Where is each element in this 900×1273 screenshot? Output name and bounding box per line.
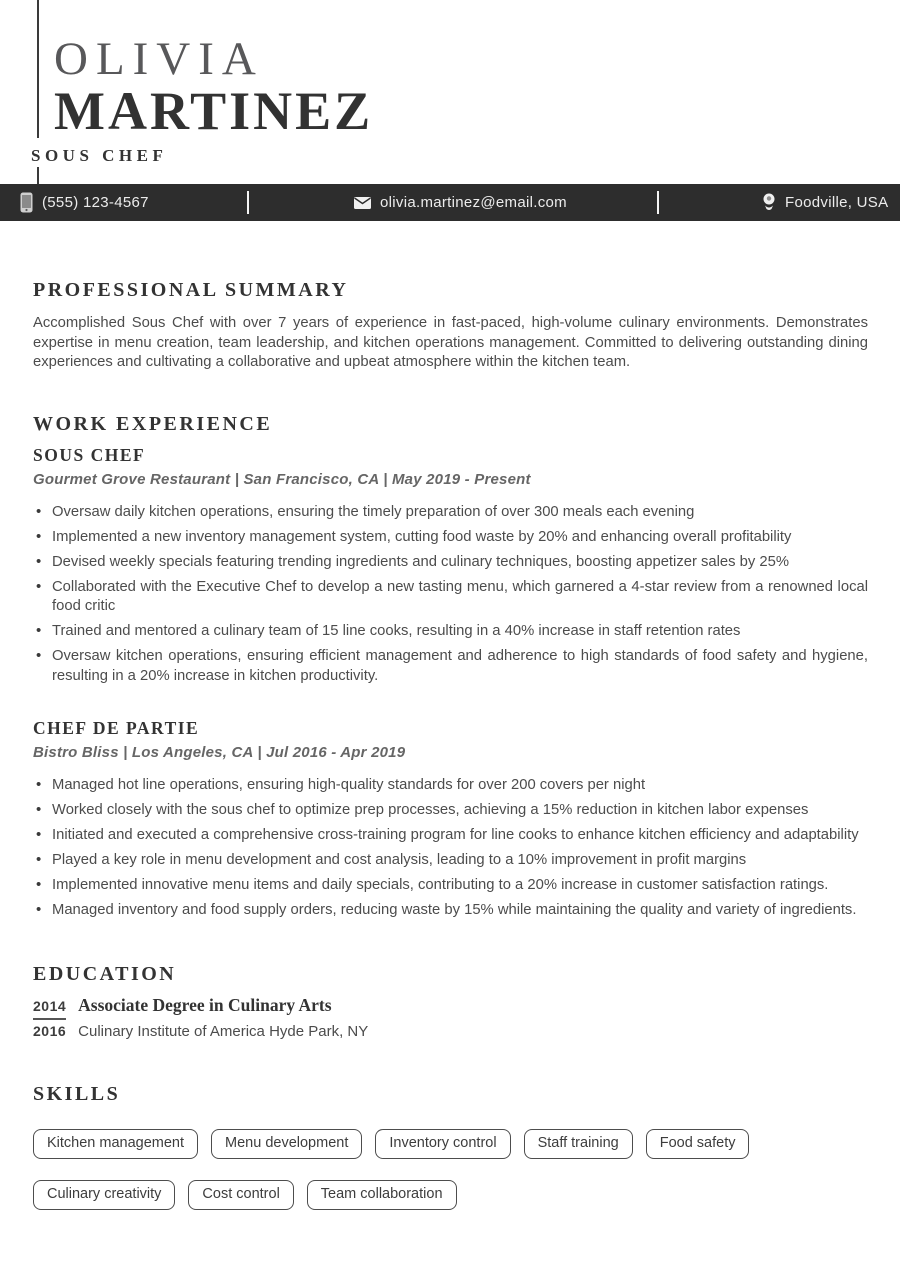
job-bullet: • Oversaw daily kitchen operations, ensuring the timely preparation of over 300 meals each evening xyxy=(33,503,868,523)
skill-chip: Food safety xyxy=(646,1129,750,1159)
education-entry xyxy=(33,994,868,1043)
job-bullet: • Worked closely with the sous chef to optimize prep processes, achieving a 15% reduction in kitchen labor expenses xyxy=(33,801,868,821)
contact-bar xyxy=(0,184,900,221)
job-bullet: • Trained and mentored a culinary team of 15 line cooks, resulting in a 40% increase in staff retention rates xyxy=(33,622,868,642)
contact-divider xyxy=(657,191,659,214)
skills-row xyxy=(33,1180,868,1210)
location-icon xyxy=(762,193,776,212)
job-title-sous-chef: SOUS CHEF xyxy=(33,444,146,465)
skill-chip: Inventory control xyxy=(375,1129,510,1159)
education-start-year: 2014 xyxy=(33,995,66,1020)
skills-section xyxy=(33,1083,868,1210)
first-name: OLIVIA xyxy=(54,33,264,85)
decorative-vertical-line-stub xyxy=(37,167,39,184)
skill-chip: Menu development xyxy=(211,1129,362,1159)
skill-chip: Staff training xyxy=(524,1129,633,1159)
summary-section xyxy=(33,279,868,373)
phone-icon xyxy=(20,192,33,213)
job-bullet: • Managed hot line operations, ensuring high-quality standards for over 200 covers per night xyxy=(33,776,868,796)
job-entry xyxy=(33,717,868,921)
job-bullet: • Oversaw kitchen operations, ensuring efficient management and adherence to high standards of food safety and hygiene, resulting in a 20% increase in kitchen productivity. xyxy=(33,647,868,686)
last-name: MARTINEZ xyxy=(54,81,374,141)
contact-location xyxy=(762,184,888,221)
skill-chip: Team collaboration xyxy=(307,1180,457,1210)
experience-section xyxy=(33,413,868,921)
job-bullet: • Devised weekly specials featuring trending ingredients and culinary techniques, boosting appetizer sales by 25% xyxy=(33,553,868,573)
header xyxy=(0,0,900,184)
job-bullet: • Implemented innovative menu items and daily specials, contributing to a 20% increase in customer satisfaction ratings. xyxy=(33,876,868,896)
skill-chip: Cost control xyxy=(188,1180,293,1210)
job-title-chef-de-partie: CHEF DE PARTIE xyxy=(33,718,200,738)
summary-heading: PROFESSIONAL SUMMARY xyxy=(33,279,349,301)
education-section xyxy=(33,963,868,1043)
job-bullet: • Managed inventory and food supply orders, reducing waste by 15% while maintaining the quality and variety of ingredients. xyxy=(33,901,868,921)
contact-phone-text: (555) 123-4567 xyxy=(42,194,149,211)
summary-text: Accomplished Sous Chef with over 7 years of experience in fast-paced, high-volume culinary environments. Demonstrates expertise in menu creation, team leadership, and kitchen operations management. Committed to delivering outstanding dining experiences and cultivating a collaborative and upbeat atmosphere within the kitchen team. xyxy=(33,315,868,370)
education-school-row xyxy=(33,1020,868,1043)
contact-phone xyxy=(20,184,149,221)
decorative-vertical-line xyxy=(37,0,39,138)
education-school: Culinary Institute of America Hyde Park, NY xyxy=(78,1022,369,1040)
skill-chip: Culinary creativity xyxy=(33,1180,175,1210)
skills-row xyxy=(33,1129,868,1159)
education-degree: Associate Degree in Culinary Arts xyxy=(78,994,332,1015)
job-bullet-list xyxy=(33,503,868,687)
job-meta: Bistro Bliss | Los Angeles, CA | Jul 2016 - Apr 2019 xyxy=(33,744,406,761)
education-end-year: 2016 xyxy=(33,1022,67,1039)
job-meta: Gourmet Grove Restaurant | San Francisco, CA | May 2019 - Present xyxy=(33,470,531,488)
contact-divider xyxy=(247,191,249,214)
contact-email xyxy=(354,184,567,221)
education-degree-row xyxy=(33,994,868,1020)
job-bullet: • Collaborated with the Executive Chef to develop a new tasting menu, which garnered a 4-star review from a renowned local food critic xyxy=(33,578,868,617)
experience-heading: WORK EXPERIENCE xyxy=(33,412,273,435)
education-heading: EDUCATION xyxy=(33,962,177,985)
skills-heading: SKILLS xyxy=(33,1082,121,1105)
resume-body xyxy=(0,279,900,1250)
contact-email-text: olivia.martinez@email.com xyxy=(380,194,567,211)
skill-chip: Kitchen management xyxy=(33,1129,198,1159)
job-bullet: • Played a key role in menu development and cost analysis, leading to a 10% improvement in profit margins xyxy=(33,851,868,871)
email-icon xyxy=(354,197,371,209)
job-bullet: • Initiated and executed a comprehensive cross-training program for line cooks to enhance kitchen efficiency and adaptability xyxy=(33,826,868,846)
job-bullet: • Implemented a new inventory management system, cutting food waste by 20% and enhancing overall profitability xyxy=(33,528,868,548)
job-entry xyxy=(33,444,868,687)
job-title: SOUS CHEF xyxy=(31,146,168,165)
contact-location-text: Foodville, USA xyxy=(785,194,889,211)
job-bullet-list xyxy=(33,776,868,921)
